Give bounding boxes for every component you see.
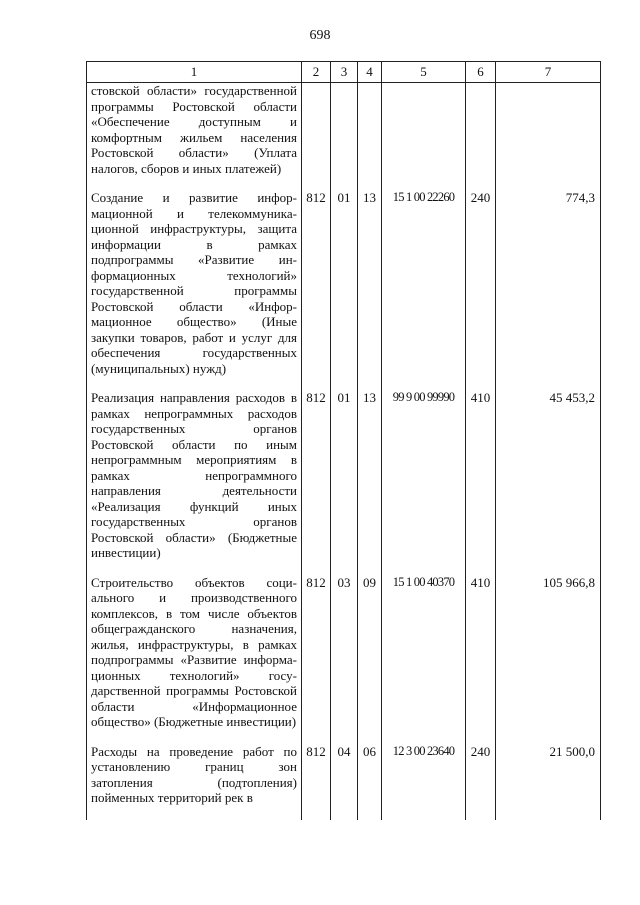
row-subsection: 13 [358,190,382,390]
table-row [87,575,601,744]
row-amount [496,83,601,191]
row-expense-type: 410 [466,390,496,575]
table-row [87,390,601,575]
column-header-row [87,62,601,83]
row-ministry: 812 [302,390,331,575]
row-description: Расходы на проведение работ по установлению границ зон затопления (подтопления) пойменных территорий рек в [87,744,302,820]
row-expense-type: 240 [466,190,496,390]
row-amount: 105 966,8 [496,575,601,744]
row-section: 01 [331,190,358,390]
row-amount: 774,3 [496,190,601,390]
row-ministry [302,83,331,191]
row-section [331,83,358,191]
row-ministry: 812 [302,744,331,820]
column-header: 2 [302,62,331,83]
row-target-article: 15 1 00 40370 [382,575,466,744]
row-section: 03 [331,575,358,744]
table-row [87,744,601,820]
row-subsection: 09 [358,575,382,744]
row-subsection: 06 [358,744,382,820]
column-header: 5 [382,62,466,83]
row-ministry: 812 [302,575,331,744]
row-description: Реализация направления расходов в рамках непрограммных расходов государственных органов Ростовской области по иным непрограммным мероприятиям в рамках непрограммного направления деятельности «Реализация функций иных государственных органов Ростовской области» (Бюджетные инвестиции) [87,390,302,575]
row-expense-type [466,83,496,191]
row-amount: 21 500,0 [496,744,601,820]
row-target-article: 15 1 00 22260 [382,190,466,390]
row-section: 04 [331,744,358,820]
row-subsection: 13 [358,390,382,575]
column-header: 1 [87,62,302,83]
row-description: Создание и развитие информационной и телекоммуникационной инфраструктуры, защита информации в рамках подпрограммы «Развитие информационных технологий» государственной программы Ростовской области «Информационное общество» (Иные закупки товаров, работ и услуг для обеспечения государственных (муниципальных) нужд) [87,190,302,390]
row-section: 01 [331,390,358,575]
table-row [87,83,601,191]
row-description: стовской области» государственной программы Ростовской области «Обеспечение доступным и комфортным жильем населения Ростовской области» (Уплата налогов, сборов и иных платежей) [87,83,302,191]
page-number: 698 [309,28,331,43]
row-target-article [382,83,466,191]
row-subsection [358,83,382,191]
row-target-article: 12 3 00 23640 [382,744,466,820]
column-header: 4 [358,62,382,83]
column-header: 6 [466,62,496,83]
row-expense-type: 240 [466,744,496,820]
row-target-article: 99 9 00 99990 [382,390,466,575]
budget-table [86,61,601,820]
row-description: Строительство объектов социального и производственного комплексов, в том числе объектов общегражданского назначения, жилья, инфраструктуры, в рамках подпрограммы «Развитие информационных технологий» государственной программы Ростовской области «Информационное общество» (Бюджетные инвестиции) [87,575,302,744]
column-header: 7 [496,62,601,83]
row-ministry: 812 [302,190,331,390]
column-header: 3 [331,62,358,83]
table-row [87,190,601,390]
row-expense-type: 410 [466,575,496,744]
row-amount: 45 453,2 [496,390,601,575]
